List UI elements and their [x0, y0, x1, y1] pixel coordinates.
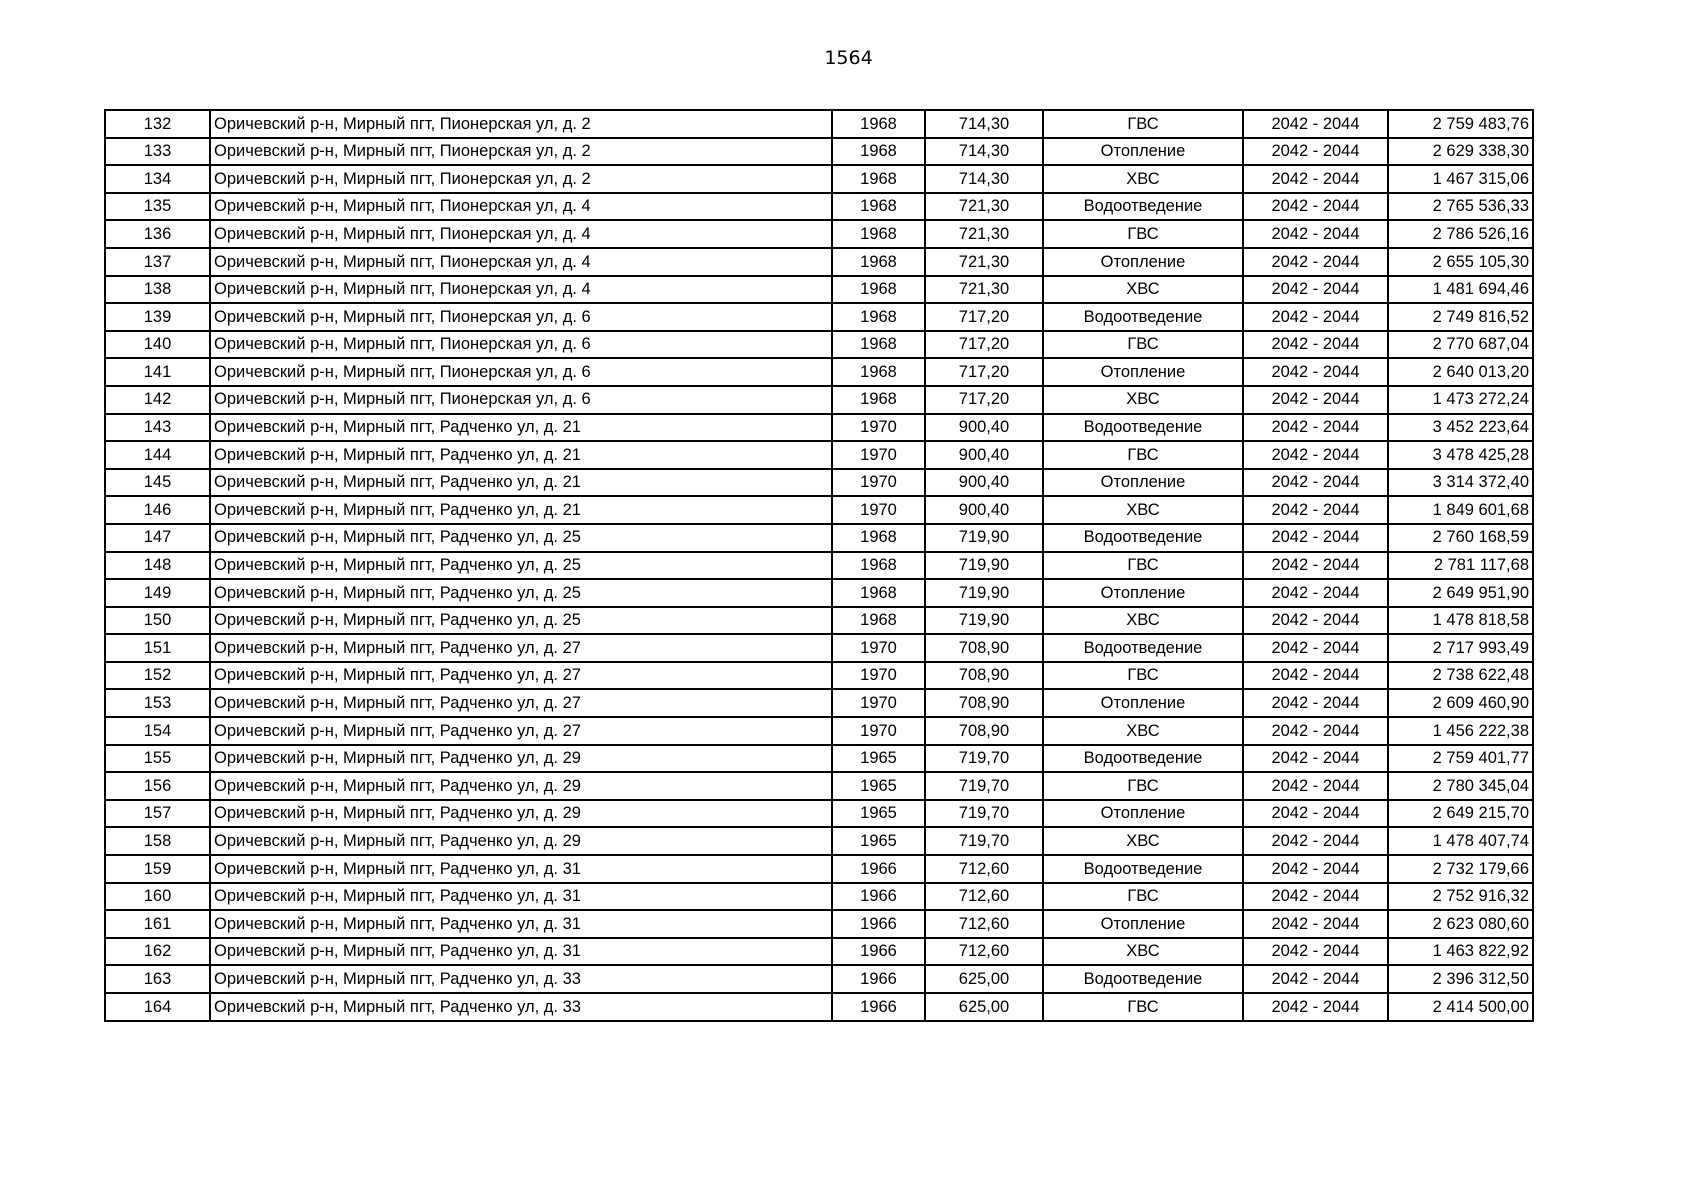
- cost-cell: 2 649 951,90: [1388, 579, 1533, 607]
- build-year-cell: 1968: [832, 138, 925, 166]
- work-period-cell: 2042 - 2044: [1243, 552, 1388, 580]
- build-year-cell: 1968: [832, 386, 925, 414]
- area-cell: 712,60: [925, 855, 1043, 883]
- address-cell: Оричевский р-н, Мирный пгт, Пионерская ул, д. 4: [210, 220, 832, 248]
- area-cell: 900,40: [925, 469, 1043, 497]
- row-number-cell: 143: [105, 414, 210, 442]
- work-period-cell: 2042 - 2044: [1243, 910, 1388, 938]
- table-row: [105, 938, 1533, 966]
- service-type-cell: ГВС: [1043, 662, 1243, 690]
- work-period-cell: 2042 - 2044: [1243, 938, 1388, 966]
- area-cell: 717,20: [925, 331, 1043, 359]
- work-period-cell: 2042 - 2044: [1243, 248, 1388, 276]
- table-row: [105, 910, 1533, 938]
- work-period-cell: 2042 - 2044: [1243, 220, 1388, 248]
- address-cell: Оричевский р-н, Мирный пгт, Радченко ул, д. 21: [210, 414, 832, 442]
- cost-cell: 3 478 425,28: [1388, 441, 1533, 469]
- build-year-cell: 1968: [832, 331, 925, 359]
- build-year-cell: 1968: [832, 607, 925, 635]
- build-year-cell: 1966: [832, 910, 925, 938]
- cost-cell: 2 717 993,49: [1388, 634, 1533, 662]
- work-period-cell: 2042 - 2044: [1243, 883, 1388, 911]
- work-period-cell: 2042 - 2044: [1243, 717, 1388, 745]
- address-cell: Оричевский р-н, Мирный пгт, Пионерская ул, д. 2: [210, 110, 832, 138]
- service-type-cell: ГВС: [1043, 220, 1243, 248]
- table-row: [105, 552, 1533, 580]
- work-period-cell: 2042 - 2044: [1243, 469, 1388, 497]
- address-cell: Оричевский р-н, Мирный пгт, Радченко ул, д. 33: [210, 965, 832, 993]
- address-cell: Оричевский р-н, Мирный пгт, Радченко ул, д. 31: [210, 938, 832, 966]
- cost-cell: 2 759 401,77: [1388, 745, 1533, 773]
- service-type-cell: ХВС: [1043, 607, 1243, 635]
- service-type-cell: Отопление: [1043, 358, 1243, 386]
- address-cell: Оричевский р-н, Мирный пгт, Радченко ул, д. 31: [210, 910, 832, 938]
- work-period-cell: 2042 - 2044: [1243, 110, 1388, 138]
- area-cell: 714,30: [925, 110, 1043, 138]
- area-cell: 719,70: [925, 772, 1043, 800]
- build-year-cell: 1968: [832, 358, 925, 386]
- build-year-cell: 1970: [832, 496, 925, 524]
- cost-cell: 2 760 168,59: [1388, 524, 1533, 552]
- address-cell: Оричевский р-н, Мирный пгт, Радченко ул, д. 29: [210, 800, 832, 828]
- address-cell: Оричевский р-н, Мирный пгт, Радченко ул, д. 21: [210, 469, 832, 497]
- row-number-cell: 132: [105, 110, 210, 138]
- cost-cell: 2 781 117,68: [1388, 552, 1533, 580]
- service-type-cell: Отопление: [1043, 248, 1243, 276]
- address-cell: Оричевский р-н, Мирный пгт, Пионерская ул, д. 6: [210, 386, 832, 414]
- area-cell: 719,70: [925, 800, 1043, 828]
- area-cell: 708,90: [925, 689, 1043, 717]
- work-period-cell: 2042 - 2044: [1243, 689, 1388, 717]
- table-row: [105, 138, 1533, 166]
- table-row: [105, 303, 1533, 331]
- row-number-cell: 144: [105, 441, 210, 469]
- cost-cell: 2 770 687,04: [1388, 331, 1533, 359]
- build-year-cell: 1970: [832, 717, 925, 745]
- area-cell: 721,30: [925, 193, 1043, 221]
- area-cell: 719,90: [925, 552, 1043, 580]
- table-row: [105, 441, 1533, 469]
- address-cell: Оричевский р-н, Мирный пгт, Радченко ул, д. 33: [210, 993, 832, 1021]
- row-number-cell: 140: [105, 331, 210, 359]
- area-cell: 717,20: [925, 358, 1043, 386]
- area-cell: 714,30: [925, 165, 1043, 193]
- build-year-cell: 1966: [832, 965, 925, 993]
- row-number-cell: 150: [105, 607, 210, 635]
- work-period-cell: 2042 - 2044: [1243, 993, 1388, 1021]
- build-year-cell: 1965: [832, 800, 925, 828]
- row-number-cell: 139: [105, 303, 210, 331]
- table-row: [105, 248, 1533, 276]
- row-number-cell: 162: [105, 938, 210, 966]
- service-type-cell: ХВС: [1043, 827, 1243, 855]
- cost-cell: 1 849 601,68: [1388, 496, 1533, 524]
- row-number-cell: 134: [105, 165, 210, 193]
- service-type-cell: ГВС: [1043, 441, 1243, 469]
- table-row: [105, 165, 1533, 193]
- area-cell: 717,20: [925, 386, 1043, 414]
- area-cell: 719,90: [925, 607, 1043, 635]
- cost-cell: 1 473 272,24: [1388, 386, 1533, 414]
- cost-cell: 1 478 818,58: [1388, 607, 1533, 635]
- work-period-cell: 2042 - 2044: [1243, 165, 1388, 193]
- service-type-cell: ХВС: [1043, 386, 1243, 414]
- work-period-cell: 2042 - 2044: [1243, 800, 1388, 828]
- work-period-cell: 2042 - 2044: [1243, 386, 1388, 414]
- address-cell: Оричевский р-н, Мирный пгт, Радченко ул, д. 25: [210, 524, 832, 552]
- table-row: [105, 110, 1533, 138]
- cost-cell: 2 396 312,50: [1388, 965, 1533, 993]
- work-period-cell: 2042 - 2044: [1243, 138, 1388, 166]
- service-type-cell: Водоотведение: [1043, 855, 1243, 883]
- row-number-cell: 136: [105, 220, 210, 248]
- service-type-cell: Отопление: [1043, 469, 1243, 497]
- table-row: [105, 276, 1533, 304]
- build-year-cell: 1965: [832, 827, 925, 855]
- work-period-cell: 2042 - 2044: [1243, 524, 1388, 552]
- address-cell: Оричевский р-н, Мирный пгт, Пионерская ул, д. 6: [210, 331, 832, 359]
- table-row: [105, 993, 1533, 1021]
- table-row: [105, 220, 1533, 248]
- address-cell: Оричевский р-н, Мирный пгт, Радченко ул, д. 25: [210, 579, 832, 607]
- row-number-cell: 153: [105, 689, 210, 717]
- table-row: [105, 386, 1533, 414]
- cost-cell: 2 609 460,90: [1388, 689, 1533, 717]
- build-year-cell: 1966: [832, 883, 925, 911]
- row-number-cell: 149: [105, 579, 210, 607]
- address-cell: Оричевский р-н, Мирный пгт, Радченко ул, д. 21: [210, 441, 832, 469]
- address-cell: Оричевский р-н, Мирный пгт, Радченко ул, д. 25: [210, 552, 832, 580]
- service-type-cell: ХВС: [1043, 496, 1243, 524]
- cost-cell: 2 640 013,20: [1388, 358, 1533, 386]
- cost-cell: 2 414 500,00: [1388, 993, 1533, 1021]
- cost-cell: 2 780 345,04: [1388, 772, 1533, 800]
- build-year-cell: 1965: [832, 772, 925, 800]
- cost-cell: 1 478 407,74: [1388, 827, 1533, 855]
- address-cell: Оричевский р-н, Мирный пгт, Пионерская ул, д. 4: [210, 193, 832, 221]
- table-row: [105, 193, 1533, 221]
- build-year-cell: 1968: [832, 579, 925, 607]
- build-year-cell: 1968: [832, 110, 925, 138]
- table-row: [105, 607, 1533, 635]
- row-number-cell: 141: [105, 358, 210, 386]
- build-year-cell: 1968: [832, 524, 925, 552]
- work-period-cell: 2042 - 2044: [1243, 441, 1388, 469]
- table-row: [105, 855, 1533, 883]
- address-cell: Оричевский р-н, Мирный пгт, Пионерская ул, д. 6: [210, 358, 832, 386]
- service-type-cell: Отопление: [1043, 689, 1243, 717]
- registry-table-body: [105, 110, 1533, 1021]
- cost-cell: 3 452 223,64: [1388, 414, 1533, 442]
- row-number-cell: 154: [105, 717, 210, 745]
- address-cell: Оричевский р-н, Мирный пгт, Пионерская ул, д. 2: [210, 165, 832, 193]
- table-row: [105, 965, 1533, 993]
- area-cell: 719,90: [925, 579, 1043, 607]
- table-row: [105, 331, 1533, 359]
- work-period-cell: 2042 - 2044: [1243, 772, 1388, 800]
- service-type-cell: ГВС: [1043, 772, 1243, 800]
- work-period-cell: 2042 - 2044: [1243, 331, 1388, 359]
- row-number-cell: 135: [105, 193, 210, 221]
- row-number-cell: 147: [105, 524, 210, 552]
- table-row: [105, 358, 1533, 386]
- build-year-cell: 1968: [832, 165, 925, 193]
- table-row: [105, 717, 1533, 745]
- cost-cell: 2 765 536,33: [1388, 193, 1533, 221]
- service-type-cell: ГВС: [1043, 110, 1243, 138]
- work-period-cell: 2042 - 2044: [1243, 965, 1388, 993]
- build-year-cell: 1970: [832, 634, 925, 662]
- area-cell: 717,20: [925, 303, 1043, 331]
- service-type-cell: Водоотведение: [1043, 965, 1243, 993]
- row-number-cell: 164: [105, 993, 210, 1021]
- cost-cell: 1 481 694,46: [1388, 276, 1533, 304]
- row-number-cell: 145: [105, 469, 210, 497]
- work-period-cell: 2042 - 2044: [1243, 855, 1388, 883]
- address-cell: Оричевский р-н, Мирный пгт, Пионерская ул, д. 4: [210, 276, 832, 304]
- work-period-cell: 2042 - 2044: [1243, 827, 1388, 855]
- area-cell: 712,60: [925, 883, 1043, 911]
- area-cell: 708,90: [925, 717, 1043, 745]
- service-type-cell: ХВС: [1043, 717, 1243, 745]
- table-row: [105, 800, 1533, 828]
- build-year-cell: 1970: [832, 662, 925, 690]
- cost-cell: 2 759 483,76: [1388, 110, 1533, 138]
- build-year-cell: 1968: [832, 276, 925, 304]
- row-number-cell: 142: [105, 386, 210, 414]
- service-type-cell: Водоотведение: [1043, 524, 1243, 552]
- service-type-cell: Водоотведение: [1043, 193, 1243, 221]
- area-cell: 625,00: [925, 965, 1043, 993]
- build-year-cell: 1970: [832, 441, 925, 469]
- address-cell: Оричевский р-н, Мирный пгт, Радченко ул, д. 25: [210, 607, 832, 635]
- cost-cell: 1 463 822,92: [1388, 938, 1533, 966]
- address-cell: Оричевский р-н, Мирный пгт, Радченко ул, д. 31: [210, 855, 832, 883]
- build-year-cell: 1968: [832, 303, 925, 331]
- table-row: [105, 689, 1533, 717]
- table-row: [105, 469, 1533, 497]
- table-row: [105, 827, 1533, 855]
- build-year-cell: 1968: [832, 552, 925, 580]
- row-number-cell: 148: [105, 552, 210, 580]
- cost-cell: 2 629 338,30: [1388, 138, 1533, 166]
- table-row: [105, 579, 1533, 607]
- cost-cell: 2 732 179,66: [1388, 855, 1533, 883]
- cost-cell: 2 738 622,48: [1388, 662, 1533, 690]
- address-cell: Оричевский р-н, Мирный пгт, Радченко ул, д. 27: [210, 634, 832, 662]
- table-row: [105, 634, 1533, 662]
- build-year-cell: 1970: [832, 689, 925, 717]
- row-number-cell: 163: [105, 965, 210, 993]
- service-type-cell: Отопление: [1043, 138, 1243, 166]
- cost-cell: 2 749 816,52: [1388, 303, 1533, 331]
- build-year-cell: 1966: [832, 855, 925, 883]
- work-period-cell: 2042 - 2044: [1243, 193, 1388, 221]
- cost-cell: 1 467 315,06: [1388, 165, 1533, 193]
- cost-cell: 2 752 916,32: [1388, 883, 1533, 911]
- service-type-cell: Водоотведение: [1043, 634, 1243, 662]
- cost-cell: 2 623 080,60: [1388, 910, 1533, 938]
- row-number-cell: 160: [105, 883, 210, 911]
- row-number-cell: 133: [105, 138, 210, 166]
- cost-cell: 3 314 372,40: [1388, 469, 1533, 497]
- row-number-cell: 159: [105, 855, 210, 883]
- area-cell: 900,40: [925, 496, 1043, 524]
- work-period-cell: 2042 - 2044: [1243, 579, 1388, 607]
- work-period-cell: 2042 - 2044: [1243, 303, 1388, 331]
- table-row: [105, 745, 1533, 773]
- address-cell: Оричевский р-н, Мирный пгт, Радченко ул, д. 29: [210, 745, 832, 773]
- table-row: [105, 772, 1533, 800]
- cost-cell: 2 649 215,70: [1388, 800, 1533, 828]
- area-cell: 714,30: [925, 138, 1043, 166]
- row-number-cell: 155: [105, 745, 210, 773]
- table-row: [105, 496, 1533, 524]
- service-type-cell: Водоотведение: [1043, 745, 1243, 773]
- address-cell: Оричевский р-н, Мирный пгт, Радченко ул, д. 27: [210, 662, 832, 690]
- work-period-cell: 2042 - 2044: [1243, 358, 1388, 386]
- work-period-cell: 2042 - 2044: [1243, 607, 1388, 635]
- area-cell: 721,30: [925, 276, 1043, 304]
- service-type-cell: Отопление: [1043, 579, 1243, 607]
- cost-cell: 2 786 526,16: [1388, 220, 1533, 248]
- build-year-cell: 1970: [832, 414, 925, 442]
- address-cell: Оричевский р-н, Мирный пгт, Радченко ул, д. 27: [210, 717, 832, 745]
- service-type-cell: ГВС: [1043, 883, 1243, 911]
- row-number-cell: 138: [105, 276, 210, 304]
- area-cell: 719,70: [925, 745, 1043, 773]
- row-number-cell: 158: [105, 827, 210, 855]
- cost-cell: 1 456 222,38: [1388, 717, 1533, 745]
- build-year-cell: 1968: [832, 193, 925, 221]
- service-type-cell: Водоотведение: [1043, 414, 1243, 442]
- work-period-cell: 2042 - 2044: [1243, 634, 1388, 662]
- area-cell: 625,00: [925, 993, 1043, 1021]
- work-period-cell: 2042 - 2044: [1243, 414, 1388, 442]
- service-type-cell: Отопление: [1043, 800, 1243, 828]
- area-cell: 712,60: [925, 910, 1043, 938]
- table-row: [105, 883, 1533, 911]
- work-period-cell: 2042 - 2044: [1243, 745, 1388, 773]
- page-number: 1564: [824, 47, 873, 69]
- address-cell: Оричевский р-н, Мирный пгт, Пионерская ул, д. 6: [210, 303, 832, 331]
- service-type-cell: Отопление: [1043, 910, 1243, 938]
- address-cell: Оричевский р-н, Мирный пгт, Радченко ул, д. 29: [210, 772, 832, 800]
- address-cell: Оричевский р-н, Мирный пгт, Радченко ул, д. 21: [210, 496, 832, 524]
- service-type-cell: ХВС: [1043, 938, 1243, 966]
- build-year-cell: 1970: [832, 469, 925, 497]
- build-year-cell: 1965: [832, 745, 925, 773]
- work-period-cell: 2042 - 2044: [1243, 496, 1388, 524]
- address-cell: Оричевский р-н, Мирный пгт, Пионерская ул, д. 2: [210, 138, 832, 166]
- build-year-cell: 1966: [832, 993, 925, 1021]
- address-cell: Оричевский р-н, Мирный пгт, Радченко ул, д. 31: [210, 883, 832, 911]
- cost-cell: 2 655 105,30: [1388, 248, 1533, 276]
- work-period-cell: 2042 - 2044: [1243, 662, 1388, 690]
- area-cell: 721,30: [925, 220, 1043, 248]
- row-number-cell: 156: [105, 772, 210, 800]
- area-cell: 900,40: [925, 414, 1043, 442]
- row-number-cell: 152: [105, 662, 210, 690]
- build-year-cell: 1966: [832, 938, 925, 966]
- address-cell: Оричевский р-н, Мирный пгт, Радченко ул, д. 29: [210, 827, 832, 855]
- area-cell: 708,90: [925, 634, 1043, 662]
- area-cell: 708,90: [925, 662, 1043, 690]
- address-cell: Оричевский р-н, Мирный пгт, Пионерская ул, д. 4: [210, 248, 832, 276]
- area-cell: 900,40: [925, 441, 1043, 469]
- row-number-cell: 157: [105, 800, 210, 828]
- table-row: [105, 524, 1533, 552]
- area-cell: 719,90: [925, 524, 1043, 552]
- area-cell: 719,70: [925, 827, 1043, 855]
- build-year-cell: 1968: [832, 220, 925, 248]
- area-cell: 721,30: [925, 248, 1043, 276]
- table-row: [105, 414, 1533, 442]
- area-cell: 712,60: [925, 938, 1043, 966]
- service-type-cell: ГВС: [1043, 331, 1243, 359]
- row-number-cell: 146: [105, 496, 210, 524]
- build-year-cell: 1968: [832, 248, 925, 276]
- row-number-cell: 137: [105, 248, 210, 276]
- registry-table: [104, 109, 1534, 1022]
- work-period-cell: 2042 - 2044: [1243, 276, 1388, 304]
- table-row: [105, 662, 1533, 690]
- service-type-cell: Водоотведение: [1043, 303, 1243, 331]
- row-number-cell: 161: [105, 910, 210, 938]
- service-type-cell: ХВС: [1043, 276, 1243, 304]
- service-type-cell: ГВС: [1043, 552, 1243, 580]
- service-type-cell: ХВС: [1043, 165, 1243, 193]
- address-cell: Оричевский р-н, Мирный пгт, Радченко ул, д. 27: [210, 689, 832, 717]
- row-number-cell: 151: [105, 634, 210, 662]
- service-type-cell: ГВС: [1043, 993, 1243, 1021]
